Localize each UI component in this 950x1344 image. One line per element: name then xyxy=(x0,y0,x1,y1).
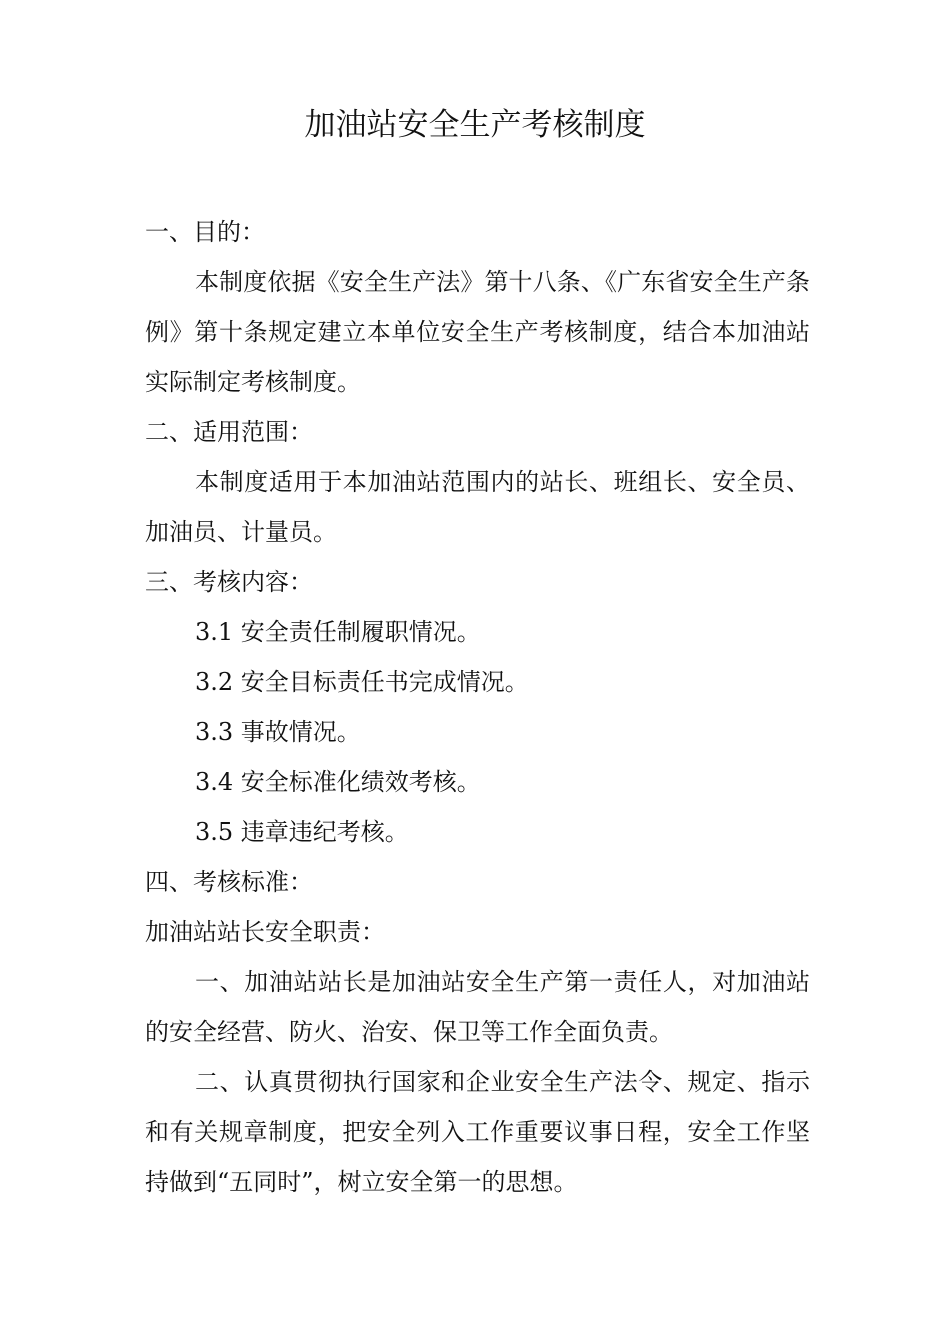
paragraph-purpose: 本制度依据《安全生产法》第十八条、《广东省安全生产条例》第十条规定建立本单位安全生产考核制度，结合本加油站实际制定考核制度。 xyxy=(145,268,810,396)
list-item: 3.2 安全目标责任书完成情况。 xyxy=(195,668,529,696)
document-title: 加油站安全生产考核制度 xyxy=(304,107,646,143)
section-heading-content: 三、考核内容： xyxy=(145,568,313,596)
list-item: 3.5 违章违纪考核。 xyxy=(195,818,409,846)
section-heading-standards: 四、考核标准： xyxy=(145,868,313,896)
list-item: 3.3 事故情况。 xyxy=(195,718,361,746)
document-body xyxy=(145,207,810,1207)
list-item: 3.1 安全责任制履职情况。 xyxy=(195,618,481,646)
section-heading-scope: 二、适用范围： xyxy=(145,418,313,446)
paragraph-duty-1: 一、加油站站长是加油站安全生产第一责任人，对加油站的安全经营、防火、治安、保卫等工作全面负责。 xyxy=(145,968,810,1046)
subheading-station-manager-duties: 加油站站长安全职责： xyxy=(145,918,385,946)
section-heading-purpose: 一、目的： xyxy=(145,218,265,246)
list-item: 3.4 安全标准化绩效考核。 xyxy=(195,768,481,796)
paragraph-duty-2: 二、认真贯彻执行国家和企业安全生产法令、规定、指示和有关规章制度，把安全列入工作重要议事日程，安全工作坚持做到“五同时”，树立安全第一的思想。 xyxy=(145,1068,810,1196)
paragraph-scope: 本制度适用于本加油站范围内的站长、班组长、安全员、加油员、计量员。 xyxy=(145,468,810,546)
